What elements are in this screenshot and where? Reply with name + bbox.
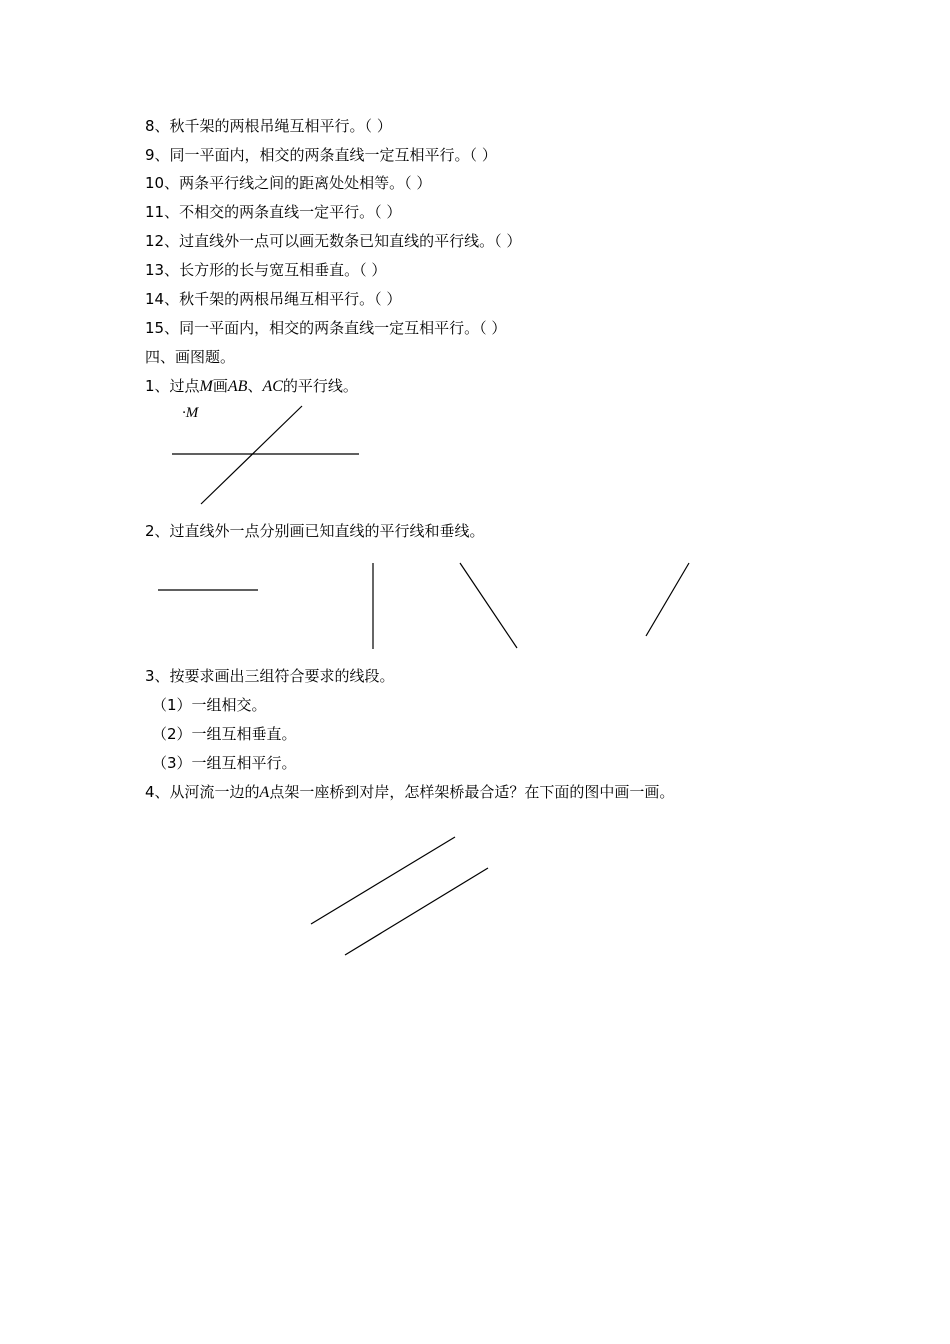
- item-number: 11、: [145, 203, 180, 221]
- q2-slanted-line-right: [646, 563, 689, 636]
- var-m: M: [199, 378, 213, 395]
- question-3: 3、按要求画出三组符合要求的线段。: [145, 667, 395, 685]
- item-number: 13、: [145, 261, 180, 279]
- item-text: 同一平面内，相交的两条直线一定互相平行。（ ）: [169, 146, 497, 164]
- var-ab: AB: [227, 378, 248, 395]
- q1-suffix: 的平行线。: [282, 377, 358, 395]
- var-a: A: [259, 784, 270, 801]
- q2-slanted-line-left: [460, 563, 517, 648]
- river-bank-upper: [311, 837, 455, 924]
- question-3-item-2: （2）一组互相垂直。: [152, 725, 297, 743]
- river-bank-lower: [345, 868, 488, 955]
- item-text: 不相交的两条直线一定平行。（ ）: [179, 203, 402, 221]
- item-number: 10、: [145, 174, 180, 192]
- item-number: 12、: [145, 232, 180, 250]
- item-text: 秋千架的两根吊绳互相平行。（ ）: [169, 117, 392, 135]
- q1-prefix: 1、过点: [145, 377, 200, 395]
- point-m-label: ·M: [182, 405, 199, 421]
- item-text: 秋千架的两根吊绳互相平行。（ ）: [179, 290, 402, 308]
- item-text: 两条平行线之间的距离处处相等。（ ）: [179, 174, 432, 192]
- item-number: 9、: [145, 146, 170, 164]
- question-3-item-1: （1）一组相交。: [152, 696, 267, 714]
- item-text: 同一平面内，相交的两条直线一定互相平行。（ ）: [179, 319, 507, 337]
- question-2: 2、过直线外一点分别画已知直线的平行线和垂线。: [145, 522, 485, 540]
- item-number: 14、: [145, 290, 180, 308]
- q4-prefix: 4、从河流一边的: [145, 783, 260, 801]
- q1-mid: 画: [212, 377, 228, 395]
- item-text: 长方形的长与宽互相垂直。（ ）: [179, 261, 387, 279]
- var-ac: AC: [262, 378, 283, 395]
- section-title: 四、画图题。: [145, 348, 236, 366]
- item-number: 15、: [145, 319, 180, 337]
- q4-suffix: 点架一座桥到对岸，怎样架桥最合适？在下面的图中画一画。: [269, 783, 675, 801]
- q1-slanted-line: [201, 406, 302, 504]
- item-number: 8、: [145, 117, 170, 135]
- item-text: 过直线外一点可以画无数条已知直线的平行线。（ ）: [179, 232, 522, 250]
- question-3-item-3: （3）一组互相平行。: [152, 754, 297, 772]
- q1-sep: 、: [247, 377, 263, 395]
